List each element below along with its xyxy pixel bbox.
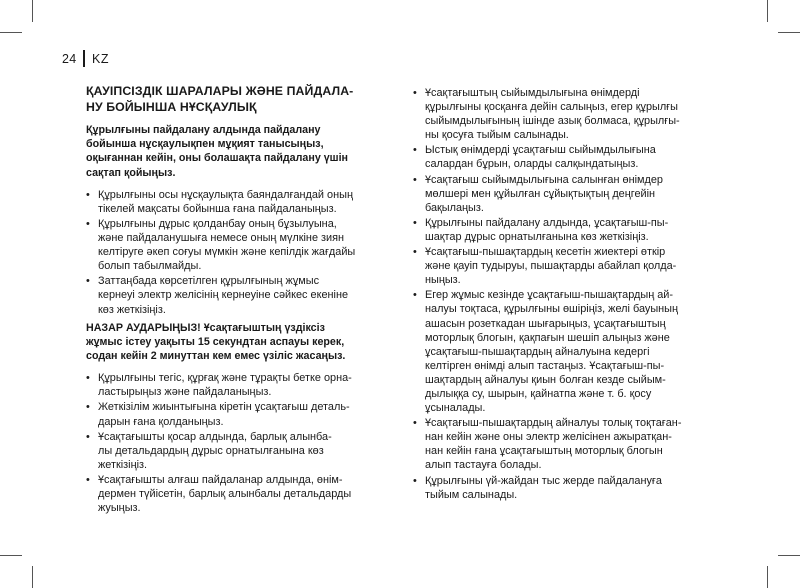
warning-line: содан кейін 2 минуттан кем емес үзіліс жасаңыз. xyxy=(86,350,346,363)
list-item xyxy=(413,173,713,215)
intro-line: сақтап қойыңыз. xyxy=(86,166,176,179)
list-line: • Заттаңбада көрсетілген құрылғының жұмыс xyxy=(98,275,320,288)
list-line: лы детальдардың дұрыс орнатылғанына көз xyxy=(98,444,324,457)
list-item xyxy=(86,473,384,515)
list-line: • Ұсақтағыш-пышақтардың айналуы толық тоқтаған- xyxy=(425,417,682,430)
list-line: • Жеткізілім жиынтығына кіретін ұсақтағыш деталь- xyxy=(98,401,350,414)
list-line: • Ұсақтағыш сыйымдылығына салынған өнімдер xyxy=(425,173,663,186)
intro-line: бойынша нұсқаулықпен мұқият танысыңыз, xyxy=(86,138,324,151)
list-line: бақылаңыз. xyxy=(425,201,484,214)
list-line: • Құрылғыны дұрыс қолданбау оның бұзылуына, xyxy=(98,218,337,230)
list-line: • Құрылғыны пайдалану алдында, ұсақтағыш-пы- xyxy=(425,216,669,229)
crop-mark xyxy=(778,555,800,556)
intro-paragraph xyxy=(86,123,384,180)
list-line: • Ұсақтағышты қосар алдында, барлық алынба- xyxy=(98,430,332,443)
list-line: ұсақтағыш-пышақтардың айналуына кедергі xyxy=(425,345,650,358)
list-line: дарын ғана қолданыңыз. xyxy=(98,415,224,428)
list-line: нан кейін және оны электр желісінен ажыратқан- xyxy=(425,431,672,444)
list-line: ны қосуға тыйым салынады. xyxy=(425,129,569,142)
list-line: шақтардың айналуы қиын болған кезде сыйым- xyxy=(425,373,666,386)
list-line: нан кейін ғана ұсақтағыштың моторлық блогын xyxy=(425,445,663,458)
list-item xyxy=(413,245,713,287)
crop-mark xyxy=(32,0,33,22)
list-line: ныңыз. xyxy=(425,274,461,287)
list-line: дылыққа су, шырын, қайнатпа және т. б. қосу xyxy=(425,387,652,400)
list-line: • Ұсақтағышты алғаш пайдаланар алдында, өнім- xyxy=(98,473,343,486)
list-line: налуы тоқтаса, құрылғыны өшіріңіз, желі бауының xyxy=(425,303,679,316)
crop-mark xyxy=(767,0,768,22)
crop-mark xyxy=(0,555,22,556)
list-line: тікелей мақсаты бойынша ғана пайдаланыңыз. xyxy=(98,202,337,215)
list-line: моторлық блогын, қақпағын шешіп алыңыз және xyxy=(425,331,670,344)
list-line: • Құрылғыны осы нұсқаулықта баяндалғандай оның xyxy=(98,188,353,201)
list-item xyxy=(86,217,384,273)
list-line: және пайдаланушыға немесе оның мүлкіне зиян xyxy=(98,232,345,245)
bullet-list xyxy=(86,371,384,515)
list-line: кернеуі электр желісінің кернеуіне сәйкес екеніне xyxy=(98,289,349,302)
crop-mark xyxy=(767,566,768,588)
list-line: • Ыстық өнімдерді ұсақтағыш сыйымдылығына xyxy=(425,144,656,157)
list-line: және қауіп тудыруы, пышақтарды абайлап қолда- xyxy=(425,260,677,273)
list-item xyxy=(413,86,713,142)
list-line: жуыңыз. xyxy=(98,502,141,515)
left-column xyxy=(86,84,384,516)
list-item xyxy=(86,430,384,472)
list-item xyxy=(413,416,713,472)
list-line: жеткізіңіз. xyxy=(98,458,148,471)
list-item xyxy=(86,371,384,399)
list-line: құрылғыны қосқанға дейін салыңыз, егер құрылғы xyxy=(425,101,678,114)
list-line: • Ұсақтағыш-пышақтардың кесетін жиектері өткір xyxy=(425,246,666,259)
page-header xyxy=(62,50,109,67)
language-code: KZ xyxy=(92,51,109,66)
list-line: ластырыңыз және пайдаланыңыз. xyxy=(98,386,272,399)
list-line: • Ұсақтағыштың сыйымдылығына өнімдерді xyxy=(425,87,640,99)
intro-line: оқығаннан кейін, оны болашақта пайдалану үшін xyxy=(86,152,349,165)
list-line: • Құрылғыны тегіс, құрғақ және тұрақты бетке орна- xyxy=(98,372,352,385)
section-title xyxy=(86,84,384,115)
list-item xyxy=(413,288,713,415)
crop-mark xyxy=(32,566,33,588)
list-line: келтіруге әкеп соғуы мүмкін және кепілдік жағдайы xyxy=(98,246,356,259)
right-column xyxy=(413,86,713,503)
list-line: мөлшері мен құйылған сұйықтықтың деңгейін xyxy=(425,187,656,200)
warning-line: НАЗАР АУДАРЫҢЫЗ! Ұсақтағыштың үздіксіз xyxy=(86,321,325,334)
page-number: 24 xyxy=(62,51,77,66)
list-line: • Егер жұмыс кезінде ұсақтағыш-пышақтардың ай- xyxy=(425,289,674,302)
list-item xyxy=(86,274,384,316)
list-line: • Құрылғыны үй-жайдан тыс жерде пайдалануға xyxy=(425,474,662,487)
list-line: ашасын розеткадан шығарыңыз, ұсақтағыштың xyxy=(425,317,666,330)
list-line: алып тастауға болады. xyxy=(425,459,542,472)
title-line: НУ БОЙЫНША НҰСҚАУЛЫҚ xyxy=(86,99,257,114)
warning-paragraph xyxy=(86,321,384,364)
list-line: салардан бұрын, оларды салқындатыңыз. xyxy=(425,158,639,171)
intro-line: Құрылғыны пайдалану алдында пайдалану xyxy=(86,124,321,136)
list-line: ұсыналады. xyxy=(425,402,486,415)
warning-line: жұмыс істеу уақыты 15 секундтан аспауы керек, xyxy=(86,335,345,348)
list-line: болып табылмайды. xyxy=(98,260,202,273)
list-line: келтірген өнімді алып тастаңыз. Ұсақтағыш-пы- xyxy=(425,359,665,372)
list-item xyxy=(86,188,384,216)
list-line: көз жеткізіңіз. xyxy=(98,303,166,316)
list-item xyxy=(413,216,713,244)
list-line: тыйым салынады. xyxy=(425,488,518,501)
bullet-list xyxy=(413,86,713,502)
list-line: дермен түйісетін, барлық алынбалы детальдарды xyxy=(98,488,352,501)
list-line: сыйымдылығының ішінде азық болмаса, құрылғы- xyxy=(425,115,680,128)
list-item xyxy=(413,474,713,502)
crop-mark xyxy=(778,32,800,33)
crop-mark xyxy=(0,32,22,33)
list-line: шақтар дұрыс орнатылғанына көз жеткізіңіз. xyxy=(425,230,649,243)
header-divider xyxy=(83,50,86,67)
title-line: ҚАУІПСІЗДІК ШАРАЛАРЫ ЖӘНЕ ПАЙДАЛА- xyxy=(86,84,354,98)
list-item xyxy=(413,143,713,171)
list-item xyxy=(86,400,384,428)
bullet-list xyxy=(86,188,384,317)
